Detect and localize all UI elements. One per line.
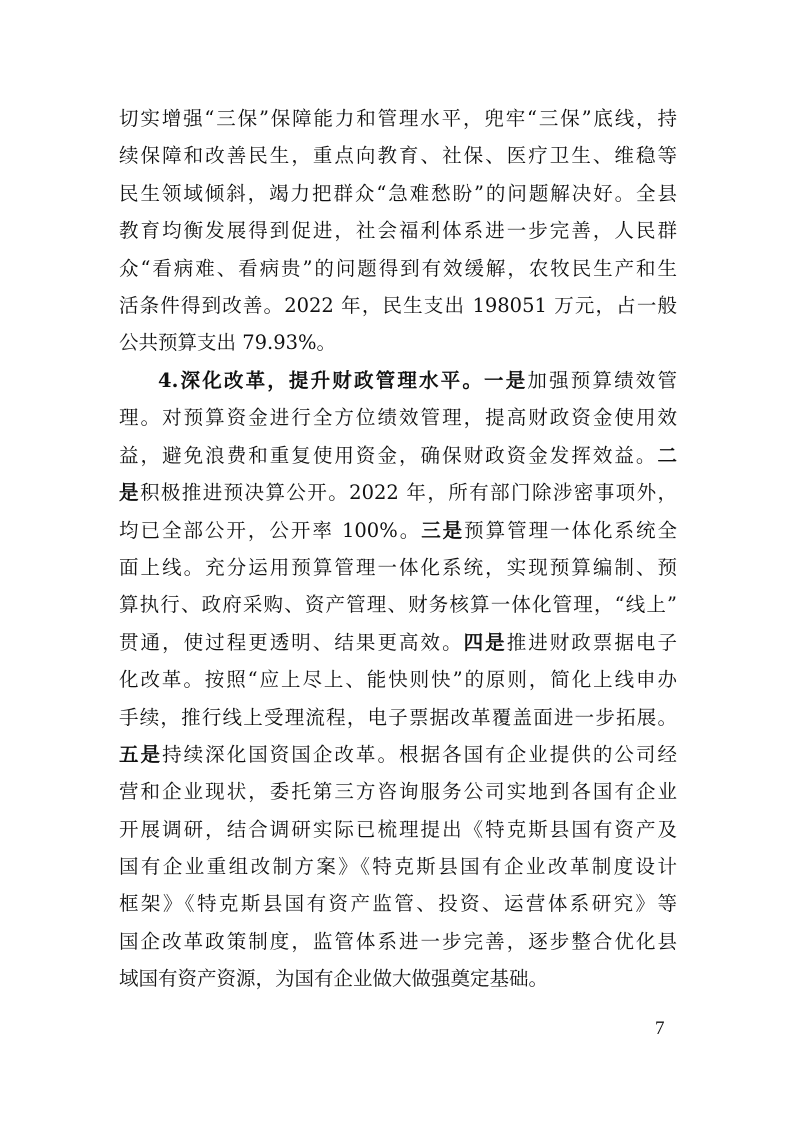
text-line: 域国有资产资源，为国有企业做大做强奠定基础。 (119, 967, 549, 991)
text-line: 国有企业重组改制方案》《特克斯县国有企业改革制度设计 (119, 855, 677, 879)
text-span: 预算管理一体化系统全 (464, 518, 677, 542)
text-line (119, 474, 677, 511)
point-marker: 二 (657, 443, 677, 467)
text-span: 贯通，使过程更透明、结果更高效。 (119, 630, 464, 654)
text-span: 积极推进预决算公开。2022 年，所有部门除涉密事项外， (139, 481, 677, 505)
text-line: 手续，推行线上受理流程，电子票据改革覆盖面进一步拓展。 (119, 705, 677, 729)
text-line (119, 624, 677, 661)
text-line: 理。对预算资金进行全方位绩效管理，提高财政资金使用效 (119, 406, 677, 430)
point-marker: 一是 (484, 369, 528, 392)
section-heading: 4.深化改革，提升财政管理水平。 (158, 369, 485, 392)
text-line: 框架》《特克斯县国有资产监管、投资、运营体系研究》等 (119, 892, 677, 916)
text-span: 持续深化国资国企改革。根据各国有企业提供的公司经 (162, 742, 677, 766)
text-line (119, 362, 677, 399)
text-line (119, 736, 677, 773)
text-line: 民生领域倾斜，竭力把群众“急难愁盼”的问题解决好。全县 (119, 181, 677, 205)
point-marker: 三是 (421, 518, 465, 542)
text-line: 续保障和改善民生，重点向教育、社保、医疗卫生、维稳等 (119, 144, 677, 168)
text-line: 活条件得到改善。2022 年，民生支出 198051 万元，占一般 (119, 293, 677, 317)
text-span: 推进财政票据电子 (506, 630, 677, 654)
point-marker: 五是 (119, 742, 163, 766)
paragraph-people-livelihood (119, 100, 677, 362)
text-span: 均已全部公开，公开率 100%。 (119, 518, 422, 542)
text-line: 众“看病难、看病贵”的问题得到有效缓解，农牧民生产和生 (119, 256, 677, 280)
text-line: 教育均衡发展得到促进，社会福利体系进一步完善，人民群 (119, 219, 677, 243)
text-line: 化改革。按照“应上尽上、能快则快”的原则，简化上线申办 (119, 668, 677, 692)
text-line (119, 437, 677, 474)
text-line: 公共预算支出 79.93%。 (119, 331, 337, 355)
text-line: 算执行、政府采购、资产管理、财务核算一体化管理，“线上” (119, 593, 677, 617)
text-line (119, 512, 677, 549)
text-line: 切实增强“三保”保障能力和管理水平，兜牢“三保”底线，持 (119, 107, 677, 130)
text-line: 营和企业现状，委托第三方咨询服务公司实地到各国有企业 (119, 780, 677, 804)
point-marker: 是 (119, 481, 140, 505)
text-line: 国企改革政策制度，监管体系进一步完善，逐步整合优化县 (119, 929, 677, 953)
text-span: 益，避免浪费和重复使用资金，确保财政资金发挥效益。 (119, 443, 658, 467)
page-number: 7 (655, 1018, 665, 1039)
point-marker: 四是 (463, 630, 507, 654)
paragraph-deepen-reform (119, 362, 677, 998)
text-span: 加强预算绩效管 (527, 369, 677, 392)
text-line: 开展调研，结合调研实际已梳理提出《特克斯县国有资产及 (119, 817, 677, 841)
text-line: 面上线。充分运用预算管理一体化系统，实现预算编制、预 (119, 555, 677, 579)
